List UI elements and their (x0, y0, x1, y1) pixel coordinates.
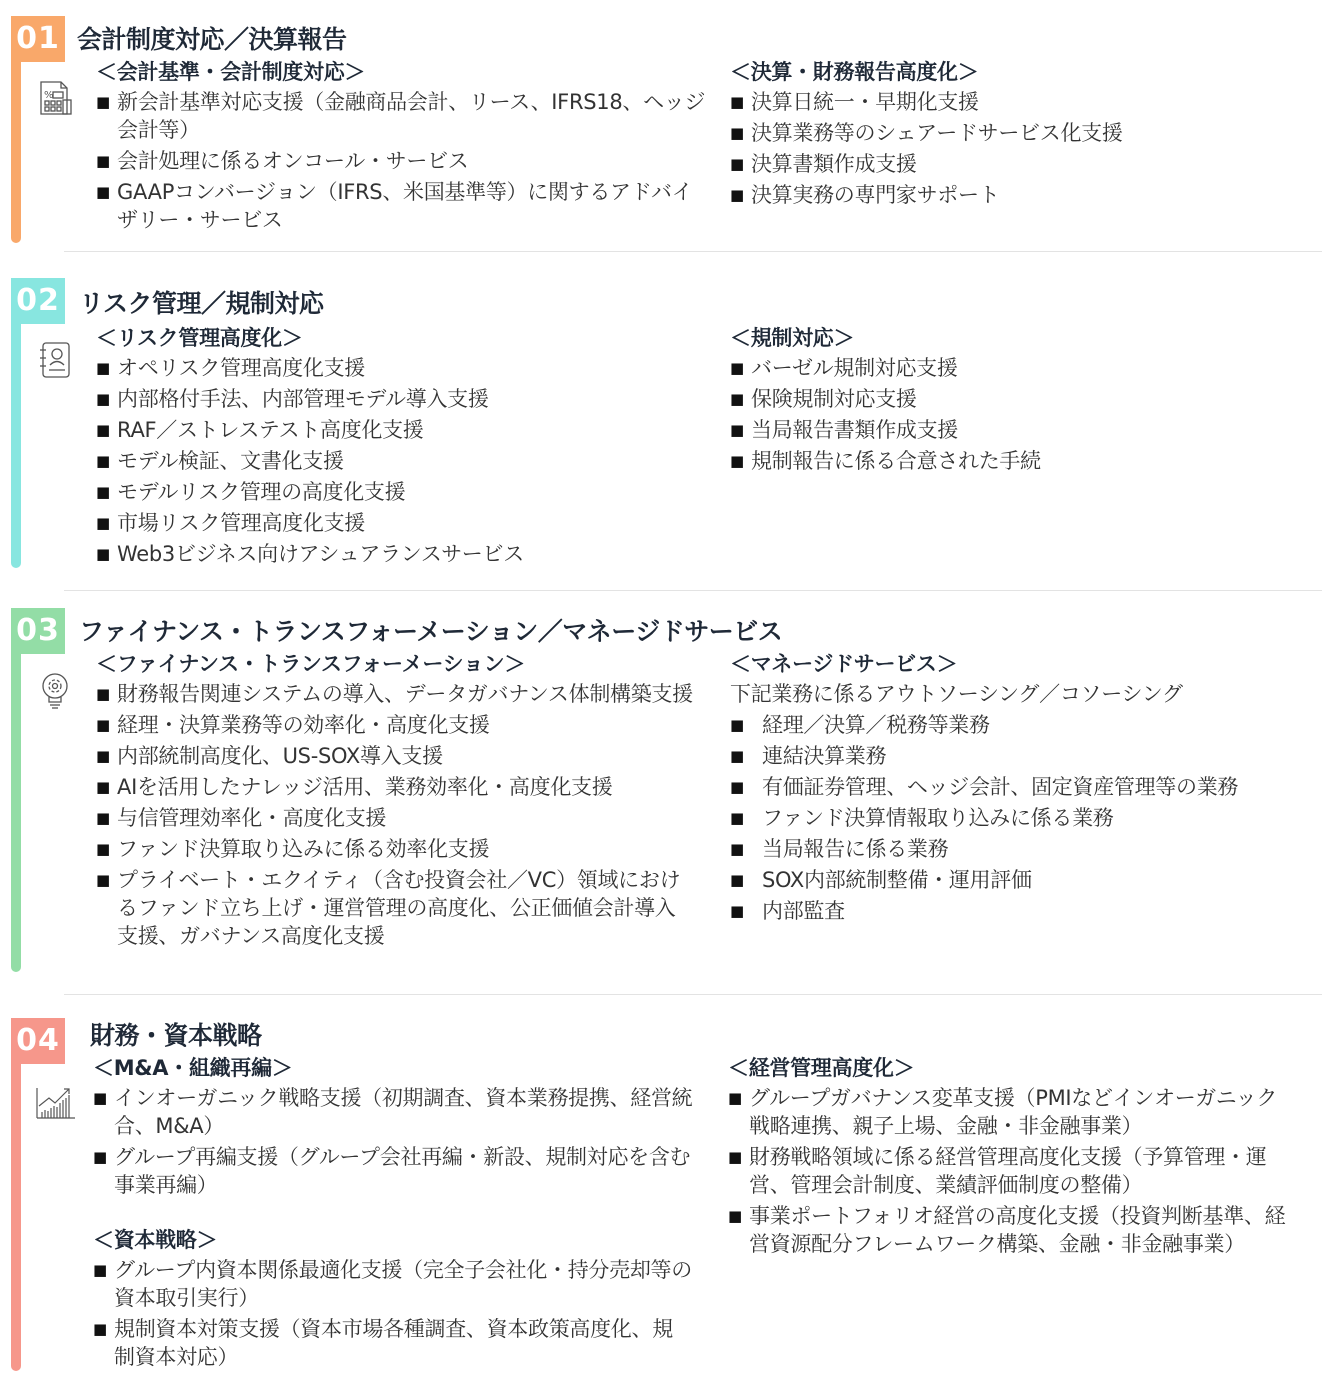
section-02 (0, 276, 1337, 572)
list-item: ■ 新会計基準対応支援（金融商品会計、リース、IFRS18、ヘッジ会計等） (96, 88, 708, 144)
list-item: ■ 保険規制対応支援 (730, 385, 1320, 413)
list-item: ■ 内部監査 (730, 897, 1325, 925)
list-item: ■ 当局報告書類作成支援 (730, 416, 1320, 444)
section-divider (64, 590, 1322, 591)
list-item: ■ ファンド決算取り込みに係る効率化支援 (96, 835, 696, 863)
subheading: ＜リスク管理高度化＞ (96, 326, 303, 350)
left-column (96, 322, 708, 571)
right-column (730, 56, 1320, 212)
list-item: ■ インオーガニック戦略支援（初期調査、資本業務提携、経営統合、M&A） (93, 1084, 693, 1140)
section-number: 03 (11, 608, 65, 654)
section-title: ファイナンス・トランスフォーメーション／マネージドサービス (79, 617, 783, 646)
list-item: ■ 会計処理に係るオンコール・サービス (96, 147, 708, 175)
list-item: ■ 決算書類作成支援 (730, 150, 1320, 178)
section-title: 財務・資本戦略 (90, 1021, 262, 1050)
list-item: ■ 決算日統一・早期化支援 (730, 88, 1320, 116)
list-item: ■ 決算業務等のシェアードサービス化支援 (730, 119, 1320, 147)
list-item: ■ AIを活用したナレッジ活用、業務効率化・高度化支援 (96, 773, 696, 801)
list-item: ■ 事業ポートフォリオ経営の高度化支援（投資判断基準、経営資源配分フレームワーク構築、金融・非金融事業） (728, 1202, 1294, 1258)
svg-text:%: % (44, 90, 54, 101)
list-item: ■ RAF／ストレステスト高度化支援 (96, 416, 708, 444)
list-item: ■ 与信管理効率化・高度化支援 (96, 804, 696, 832)
list-item: ■ 規制報告に係る合意された手続 (730, 447, 1320, 475)
subheading: ＜マネージドサービス＞ (730, 652, 958, 676)
left-column (96, 56, 708, 237)
subheading: ＜決算・財務報告高度化＞ (730, 60, 979, 84)
list-item: ■ 内部統制高度化、US-SOX導入支援 (96, 742, 696, 770)
list-item: ■ 経理・決算業務等の効率化・高度化支援 (96, 711, 696, 739)
bar-chart-growth-icon (33, 1080, 77, 1124)
section-divider (64, 251, 1322, 252)
section-04 (0, 1016, 1337, 1399)
right-column (728, 1052, 1294, 1261)
subheading: ＜会計基準・会計制度対応＞ (96, 60, 366, 84)
right-column (730, 648, 1325, 928)
intro-text: 下記業務に係るアウトソーシング／コソーシング (730, 682, 1183, 706)
list-item: ■ グループ再編支援（グループ会社再編・新設、規制対応を含む事業再編） (93, 1143, 693, 1199)
list-item: ■ 財務戦略領域に係る経営管理高度化支援（予算管理・運営、管理会計制度、業績評価制度の整備） (728, 1143, 1294, 1199)
list-item: ■ モデルリスク管理の高度化支援 (96, 478, 708, 506)
subheading: ＜規制対応＞ (730, 326, 855, 350)
list-item: ■ ファンド決算情報取り込みに係る業務 (730, 804, 1325, 832)
list-item: ■ プライベート・エクイティ（含む投資会社／VC）領域におけるファンド立ち上げ・運営管理の高度化、公正価値会計導入支援、ガバナンス高度化支援 (96, 866, 696, 950)
subheading: ＜M&A・組織再編＞ (93, 1056, 293, 1080)
subheading: ＜資本戦略＞ (93, 1228, 218, 1252)
section-title: 会計制度対応／決算報告 (77, 25, 347, 54)
section-03 (0, 606, 1337, 986)
list-item: ■ オペリスク管理高度化支援 (96, 354, 708, 382)
section-number: 02 (11, 278, 65, 324)
list-item: ■ Web3ビジネス向けアシュアランスサービス (96, 540, 708, 568)
gear-lightbulb-icon (33, 668, 77, 712)
section-accent-bar (11, 608, 21, 972)
calculator-document-icon (33, 76, 77, 120)
section-divider (64, 994, 1322, 995)
list-item: ■ グループ内資本関係最適化支援（完全子会社化・持分売却等の資本取引実行） (93, 1256, 693, 1312)
list-item: ■ グループガバナンス変革支援（PMIなどインオーガニック戦略連携、親子上場、金融・非金融事業） (728, 1084, 1294, 1140)
section-accent-bar (11, 1018, 21, 1371)
list-item: ■ バーゼル規制対応支援 (730, 354, 1320, 382)
right-column (730, 322, 1320, 478)
list-item: ■ GAAPコンバージョン（IFRS、米国基準等）に関するアドバイザリー・サービス (96, 178, 708, 234)
list-item: ■ モデル検証、文書化支援 (96, 447, 708, 475)
contact-book-icon (33, 338, 77, 382)
section-number: 04 (11, 1018, 65, 1064)
list-item: ■ 当局報告に係る業務 (730, 835, 1325, 863)
section-title: リスク管理／規制対応 (79, 289, 324, 318)
list-item: ■ 決算実務の専門家サポート (730, 181, 1320, 209)
list-item: ■ 市場リスク管理高度化支援 (96, 509, 708, 537)
left-column (93, 1052, 693, 1374)
list-item: ■ 経理／決算／税務等業務 (730, 711, 1325, 739)
list-item: ■ 連結決算業務 (730, 742, 1325, 770)
subheading: ＜経営管理高度化＞ (728, 1056, 915, 1080)
section-number: 01 (11, 16, 65, 62)
list-item: ■ 有価証券管理、ヘッジ会計、固定資産管理等の業務 (730, 773, 1325, 801)
subheading: ＜ファイナンス・トランスフォーメーション＞ (96, 652, 526, 676)
left-column (96, 648, 696, 953)
list-item: ■ 規制資本対策支援（資本市場各種調査、資本政策高度化、規制資本対応） (93, 1315, 693, 1371)
list-item: ■ 財務報告関連システムの導入、データガバナンス体制構築支援 (96, 680, 696, 708)
list-item: ■ SOX内部統制整備・運用評価 (730, 866, 1325, 894)
section-01 (0, 0, 1337, 252)
list-item: ■ 内部格付手法、内部管理モデル導入支援 (96, 385, 708, 413)
